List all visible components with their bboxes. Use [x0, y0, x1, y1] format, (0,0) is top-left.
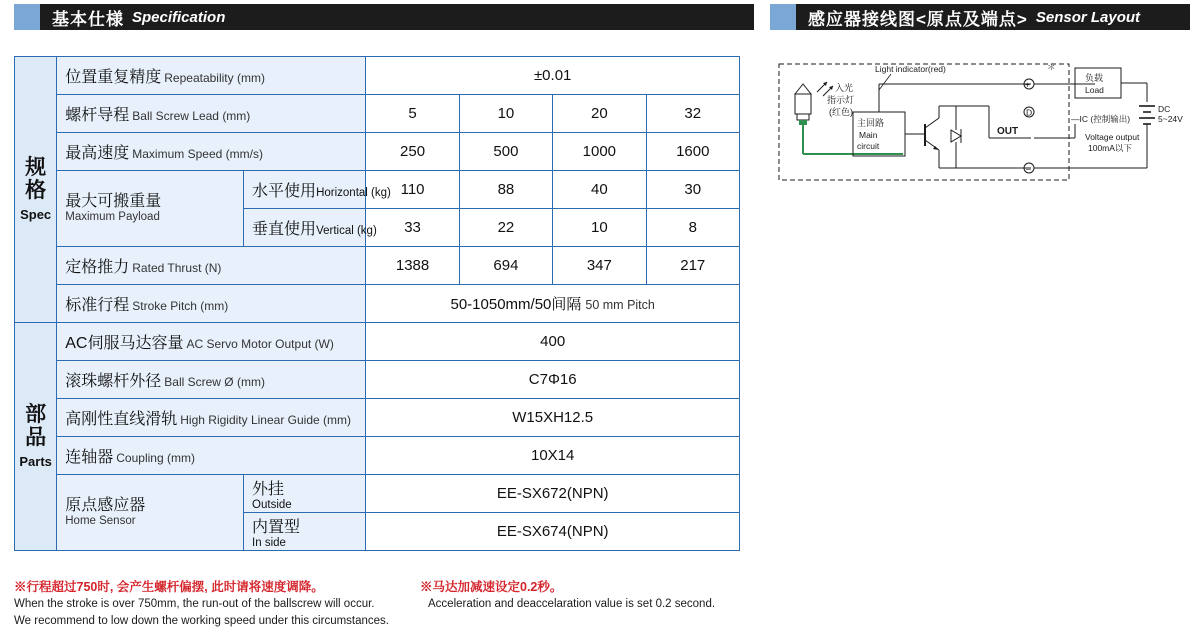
value-cell: 500 [459, 133, 552, 171]
side-group-spec [15, 57, 57, 323]
value-cell: 20 [553, 95, 646, 133]
side-group-parts [15, 323, 57, 551]
diagram-terminal-minus: – [1026, 163, 1031, 174]
sub-label-inside [244, 513, 366, 551]
value-stroke-pitch [366, 285, 740, 323]
label-cn: 位置重复精度 [65, 69, 162, 86]
sub-label-horizontal [244, 171, 391, 209]
side-group-parts-en: Parts [19, 454, 52, 470]
label-cn: 标准行程 [65, 297, 130, 314]
value-cell: 250 [366, 133, 459, 171]
label-en: Ball Screw Ø (mm) [164, 375, 265, 389]
sensor-header-en: Sensor Layout [1035, 8, 1141, 26]
table-row [15, 171, 740, 209]
label-cn: 最高速度 [65, 145, 130, 162]
row-label-linear-guide [57, 399, 366, 437]
value-motor-output: 400 [366, 323, 740, 361]
row-label-max-speed [57, 133, 366, 171]
value-cell: 217 [646, 247, 739, 285]
diagram-label-asterisk: ＊ [1047, 62, 1056, 72]
value-linear-guide: W15XH12.5 [366, 399, 740, 437]
value-cell: 1600 [646, 133, 739, 171]
value-cell: 22 [459, 209, 552, 247]
value-cell: 30 [646, 171, 739, 209]
value-cell: 347 [553, 247, 646, 285]
label-cn: 水平使用 [252, 183, 317, 200]
value-coupling: 10X14 [366, 437, 740, 475]
table-row [15, 247, 740, 285]
note-left-black-1: When the stroke is over 750mm, the run-out of the ballscrew will occur. [14, 598, 375, 611]
value-suffix: 50 mm Pitch [585, 298, 655, 312]
row-label-home-sensor [57, 475, 244, 551]
diagram-label-light-cn-1: 入光 [835, 83, 854, 93]
diagram-label-light-cn-2: 指示灯 [827, 95, 855, 105]
label-en: Repeatability (mm) [164, 71, 265, 85]
diagram-label-light-cn-3: (红色) [829, 107, 853, 117]
table-row [15, 437, 740, 475]
value-cell: 32 [646, 95, 739, 133]
label-en: In side [252, 537, 286, 549]
value-cell: 33 [366, 209, 459, 247]
label-cn: 定格推力 [65, 259, 130, 276]
notes-right [420, 578, 760, 613]
label-en: Stroke Pitch (mm) [132, 299, 229, 313]
diagram-label-dc-1: DC [1158, 104, 1171, 114]
side-group-parts-cn: 部品 [25, 402, 47, 449]
label-en: Coupling (mm) [116, 451, 195, 465]
diagram-label-main-circuit-en-1: Main [859, 130, 878, 140]
note-left-red: ※行程超过750时, 会产生螺杆偏摆, 此时请将速度调降。 [14, 580, 324, 594]
label-cn: 螺杆导程 [65, 107, 130, 124]
value-cell: 8 [646, 209, 739, 247]
label-en: High Rigidity Linear Guide (mm) [180, 413, 351, 427]
label-en: Ball Screw Lead (mm) [132, 109, 251, 123]
spec-header-en: Specification [132, 8, 226, 26]
value-cell: 10 [553, 209, 646, 247]
label-en: Vertical (kg) [316, 225, 377, 237]
row-label-rated-thrust [57, 247, 366, 285]
table-row [15, 475, 740, 513]
value-cell: 1388 [366, 247, 459, 285]
label-cn: 垂直使用 [252, 221, 317, 238]
label-cn: 原点感应器 [65, 496, 146, 514]
row-label-ball-screw-lead [57, 95, 366, 133]
note-right-red: ※马达加减速设定0.2秒。 [420, 580, 563, 594]
label-en: AC Servo Motor Output (W) [186, 337, 334, 351]
diagram-label-ic: —IC (控制输出) [1071, 114, 1131, 124]
note-right-black: Acceleration and deaccelaration value is set 0.2 second. [428, 598, 716, 611]
value-cell: 40 [553, 171, 646, 209]
table-row [15, 361, 740, 399]
label-cn: AC伺服马达容量 [65, 335, 184, 352]
value-cell: 694 [459, 247, 552, 285]
diagram-label-out: OUT [997, 126, 1019, 137]
row-label-stroke-pitch [57, 285, 366, 323]
label-cn: 最大可搬重量 [65, 192, 162, 210]
label-cn: 滚珠螺杆外径 [65, 373, 162, 390]
value-ball-screw-dia: C7Φ16 [366, 361, 740, 399]
label-en: Rated Thrust (N) [132, 261, 222, 275]
table-row [15, 399, 740, 437]
spec-header-cn: 基本仕様 [52, 9, 124, 29]
table-row [15, 133, 740, 171]
row-label-repeatability [57, 57, 366, 95]
value-home-sensor-outside: EE-SX672(NPN) [366, 475, 740, 513]
row-label-motor-output [57, 323, 366, 361]
label-cn: 连轴器 [65, 449, 114, 466]
sub-label-outside [244, 475, 366, 513]
sensor-layout-header [770, 4, 1190, 30]
label-cn: 内置型 [252, 519, 301, 536]
row-label-max-payload [57, 171, 244, 247]
row-label-ball-screw-dia [57, 361, 366, 399]
table-row [15, 285, 740, 323]
sensor-header-cn: 感应器接线图<原点及端点> [808, 9, 1028, 29]
diagram-label-light-indicator: Light indicator(red) [875, 64, 946, 74]
diagram-label-main-circuit-en-2: circuit [857, 141, 880, 151]
value-cell: 110 [366, 171, 459, 209]
table-row [15, 57, 740, 95]
label-en: Maximum Payload [65, 211, 160, 224]
side-group-spec-cn: 规格 [25, 155, 47, 202]
table-row [15, 323, 740, 361]
value-cell: 1000 [553, 133, 646, 171]
diagram-label-voltage-2: 100mA以下 [1088, 143, 1132, 153]
value-text: 50-1050mm/50间隔 [450, 296, 582, 313]
header-accent-bar [770, 4, 796, 30]
sub-label-vertical [244, 209, 377, 247]
diagram-label-dc-2: 5~24V [1158, 114, 1183, 124]
value-cell: 5 [366, 95, 459, 133]
header-strip [796, 4, 1190, 30]
diagram-label-main-circuit-cn: 主回路 [857, 118, 885, 128]
side-group-spec-en: Spec [20, 207, 52, 223]
note-left-black-2: We recommend to low down the working speed under this circumstances. [14, 614, 389, 627]
label-en: Horizontal (kg) [316, 187, 391, 199]
diagram-label-load-en: Load [1085, 85, 1104, 95]
specification-header [14, 4, 754, 30]
sensor-wiring-diagram [775, 50, 1185, 195]
diagram-label-load-cn: 负载 [1085, 73, 1104, 83]
label-cn: 高刚性直线滑轨 [65, 411, 178, 428]
label-en: Outside [252, 499, 292, 511]
row-label-coupling [57, 437, 366, 475]
label-en: Maximum Speed (mm/s) [132, 147, 263, 161]
value-cell: 10 [459, 95, 552, 133]
specification-table [14, 56, 740, 551]
diagram-label-voltage-1: Voltage output [1085, 132, 1140, 142]
header-strip [40, 4, 754, 30]
table-row [15, 95, 740, 133]
label-cn: 外挂 [252, 481, 285, 498]
value-repeatability: ±0.01 [366, 57, 740, 95]
label-en: Home Sensor [65, 515, 136, 528]
header-accent-bar [14, 4, 40, 30]
diagram-terminal-d: D [1026, 107, 1033, 118]
value-cell: 88 [459, 171, 552, 209]
diagram-terminal-plus: + [1025, 79, 1030, 90]
value-home-sensor-inside: EE-SX674(NPN) [366, 513, 740, 551]
